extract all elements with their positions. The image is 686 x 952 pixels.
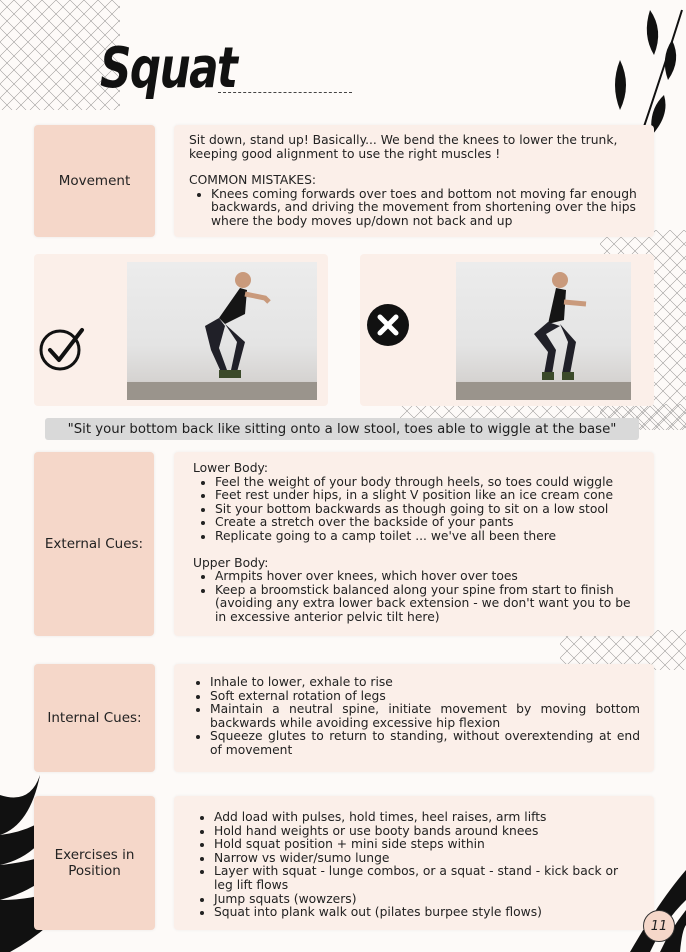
internal-cues-list (188, 676, 640, 758)
list-item: • Narrow vs wider/sumo lunge (214, 852, 640, 866)
list-item: • Keep a broomstick balanced along your spine from start to finish (avoiding any extra lower back extension - we don't want you to be in excessive anterior pelvic tilt here) (215, 584, 640, 625)
list-item: • Jump squats (wowzers) (214, 893, 640, 907)
list-item: • Hold squat position + mini side steps within (214, 838, 640, 852)
quote-text: "Sit your bottom back like sitting onto a low stool, toes able to wiggle at the base" (67, 421, 617, 437)
incorrect-squat-photo (456, 262, 631, 400)
upper-body-list (193, 570, 640, 624)
internal-cues-content (174, 664, 654, 772)
page-number-badge (643, 910, 675, 942)
external-cues-label-text: External Cues: (44, 536, 144, 552)
list-item: • Soft external rotation of legs (210, 690, 640, 704)
mistakes-heading: COMMON MISTAKES: (189, 173, 317, 188)
list-item: • Armpits hover over knees, which hover over toes (215, 570, 640, 584)
lower-body-heading: Lower Body: (193, 461, 269, 475)
list-item: • Inhale to lower, exhale to rise (210, 676, 640, 690)
movement-intro: Sit down, stand up! Basically... We bend the knees to lower the trunk, keeping good alignment to use the right muscles ! (189, 133, 618, 161)
list-item: • Layer with squat - lunge combos, or a squat - stand - kick back or leg lift flows (214, 865, 640, 892)
list-item: • Add load with pulses, hold times, heel raises, arm lifts (214, 811, 640, 825)
internal-cues-label (34, 664, 155, 772)
movement-label-text: Movement (58, 173, 131, 189)
list-item: • Maintain a neutral spine, initiate movement by moving bottom backwards while avoiding excessive hip flexion (210, 703, 640, 730)
list-item: • Sit your bottom backwards as though going to sit on a low stool (215, 503, 640, 517)
exercises-list (192, 811, 640, 920)
title-underline (218, 92, 352, 93)
list-item: • Squeeze glutes to return to standing, without overextending at end of movement (210, 730, 640, 757)
upper-body-heading: Upper Body: (193, 555, 269, 570)
check-circle-icon (38, 324, 86, 372)
quote-banner (45, 418, 639, 440)
external-cues-content (174, 452, 654, 636)
page-title: Squat (100, 36, 237, 101)
correct-squat-photo (127, 262, 317, 400)
x-circle-icon (366, 303, 410, 347)
external-cues-label (34, 452, 154, 636)
list-item: • Feel the weight of your body through heels, so toes could wiggle (215, 476, 640, 490)
mistakes-list (189, 188, 640, 229)
exercises-content (174, 796, 654, 930)
movement-label (34, 125, 155, 237)
list-item: • Feet rest under hips, in a slight V position like an ice cream cone (215, 489, 640, 503)
squat-figure-incorrect (456, 262, 631, 400)
list-item: • Knees coming forwards over toes and bottom not moving far enough backwards, and driving the movement from shortening over the hips where the body moves up/down not back and up (211, 188, 640, 229)
list-item: • Squat into plank walk out (pilates burpee style flows) (214, 906, 640, 920)
page-number: 11 (650, 918, 668, 934)
squat-figure-correct (127, 262, 317, 400)
exercises-label-text: Exercises in Position (54, 847, 135, 879)
list-item: • Hold hand weights or use booty bands around knees (214, 825, 640, 839)
lower-body-list (193, 476, 640, 544)
exercises-label (34, 796, 155, 930)
movement-content (174, 125, 654, 237)
list-item: • Replicate going to a camp toilet ... we've all been there (215, 530, 640, 544)
list-item: • Create a stretch over the backside of your pants (215, 516, 640, 530)
internal-cues-label-text: Internal Cues: (47, 710, 142, 726)
